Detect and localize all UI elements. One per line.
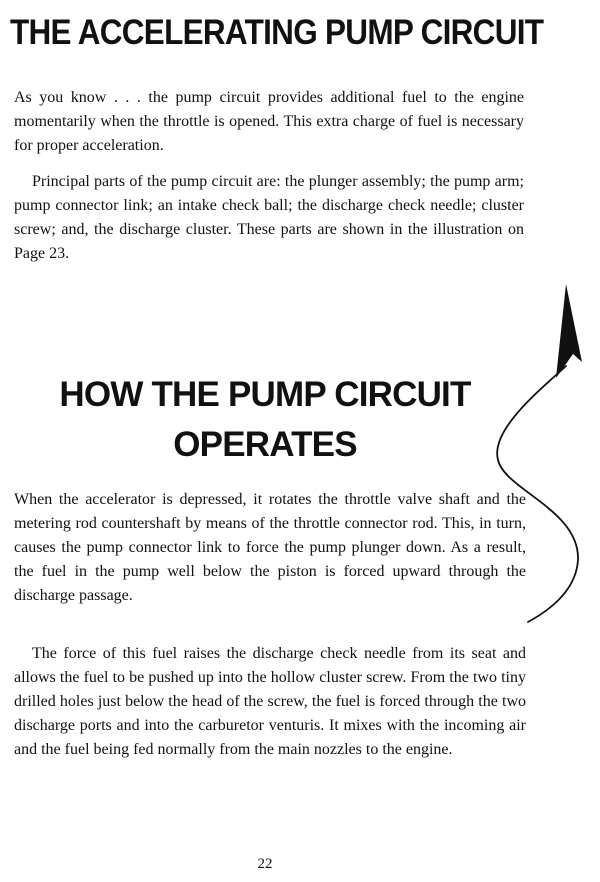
- section-heading-line-1: HOW THE PUMP CIRCUIT: [59, 375, 471, 414]
- curved-arrow-icon: [470, 270, 600, 630]
- operation-paragraph-1: When the accelerator is depressed, it rotates the throttle valve shaft and the metering rod countershaft by means of the throttle connector rod. This, in turn, causes the pump connector link to force the pump plunger down. As a result, the fuel in the pump well below the piston is forced upward through the discharge passage.: [14, 491, 526, 604]
- page-title: THE ACCELERATING PUMP CIRCUIT: [10, 13, 544, 52]
- section-heading-line-2: OPERATES: [173, 425, 357, 464]
- page-number: 22: [257, 856, 273, 872]
- operation-paragraph-2: The force of this fuel raises the discharge check needle from its seat and allows the fuel to be pushed up into the hollow cluster screw. From the two tiny drilled holes just below the head of the screw, the fuel is forced through the two discharge ports and into the carburetor venturis. It mixes with the incoming air and the fuel being fed normally from the main nozzles to the engine.: [14, 645, 526, 758]
- intro-paragraph-1: As you know . . . the pump circuit provides additional fuel to the engine momentarily when the throttle is opened. This extra charge of fuel is necessary for proper acceleration.: [14, 89, 524, 154]
- intro-paragraph-2: Principal parts of the pump circuit are: the plunger assembly; the pump arm; pump connector link; an intake check ball; the discharge check needle; cluster screw; and, the discharge cluster. These parts are shown in the illustration on Page 23.: [14, 173, 524, 262]
